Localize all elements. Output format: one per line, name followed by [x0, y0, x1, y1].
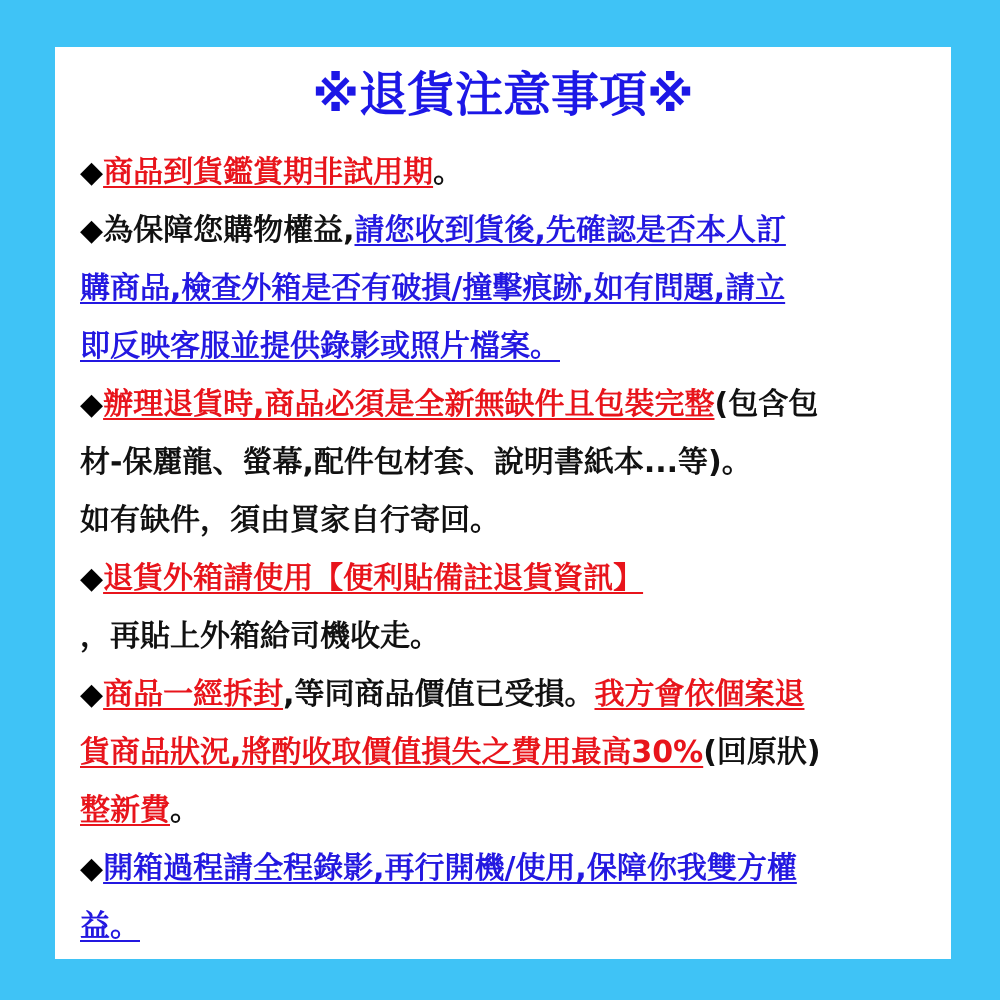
bullet-diamond-icon: ◆	[80, 561, 104, 596]
bullet-diamond-icon: ◆	[80, 677, 104, 712]
notice-text: 我方會依個案退	[594, 677, 805, 712]
notice-line-8	[80, 559, 643, 599]
notice-text: (回原狀)	[703, 735, 821, 770]
notice-text: 購商品,檢查外箱是否有破損/撞擊痕跡,如有問題,請立	[80, 271, 786, 306]
notice-text: 整新費	[80, 793, 170, 828]
notice-line-6	[80, 443, 752, 483]
bullet-diamond-icon: ◆	[80, 213, 104, 248]
notice-text: 如有缺件，須由買家自行寄回。	[80, 503, 500, 538]
notice-text: 。	[170, 793, 200, 828]
notice-line-11	[80, 733, 821, 773]
notice-text: 辦理退貨時,	[103, 387, 265, 422]
notice-text: 退貨外箱請使用【便利貼備註退貨資訊】	[103, 561, 644, 596]
notice-text: 商品一經拆封	[103, 677, 284, 712]
bullet-diamond-icon: ◆	[80, 155, 104, 190]
notice-text: 開箱過程請全程錄影,再行開機/使用,保障你我雙方權	[103, 851, 797, 886]
notice-text: ,等同商品價值已受損。	[283, 677, 595, 712]
notice-line-10	[80, 675, 804, 715]
notice-line-7	[80, 501, 500, 541]
notice-line-3	[80, 269, 785, 309]
notice-text: 商品到貨鑑賞期非試用期	[103, 155, 434, 190]
bullet-diamond-icon: ◆	[80, 387, 104, 422]
notice-text: 貨商品狀況,將酌收取價值損失之費用最高30%	[80, 735, 704, 770]
notice-line-9	[80, 617, 440, 657]
page-title: ※退貨注意事項※	[312, 67, 694, 123]
notice-line-13	[80, 849, 797, 889]
notice-line-2	[80, 211, 786, 251]
notice-text: 益。	[80, 909, 140, 944]
notice-line-5	[80, 385, 818, 425]
notice-text: ，再貼上外箱給司機收走。	[80, 619, 440, 654]
notice-text: (包含包	[714, 387, 819, 422]
notice-text: 商品必須是全新無缺件且包裝完整	[264, 387, 715, 422]
notice-text: 。	[433, 155, 464, 190]
notice-text: 請您收到貨後,先確認是否本人訂	[354, 213, 786, 248]
bullet-diamond-icon: ◆	[80, 851, 104, 886]
notice-line-4	[80, 327, 560, 367]
notice-line-12	[80, 791, 200, 831]
notice-card	[55, 47, 951, 959]
notice-line-14	[80, 907, 140, 947]
notice-line-1	[80, 153, 463, 193]
notice-text: 為保障您購物權益,	[103, 213, 355, 248]
notice-text: 即反映客服並提供錄影或照片檔案。	[80, 329, 560, 364]
notice-text: 材-保麗龍、螢幕,配件包材套、說明書紙本...等)。	[80, 445, 752, 480]
